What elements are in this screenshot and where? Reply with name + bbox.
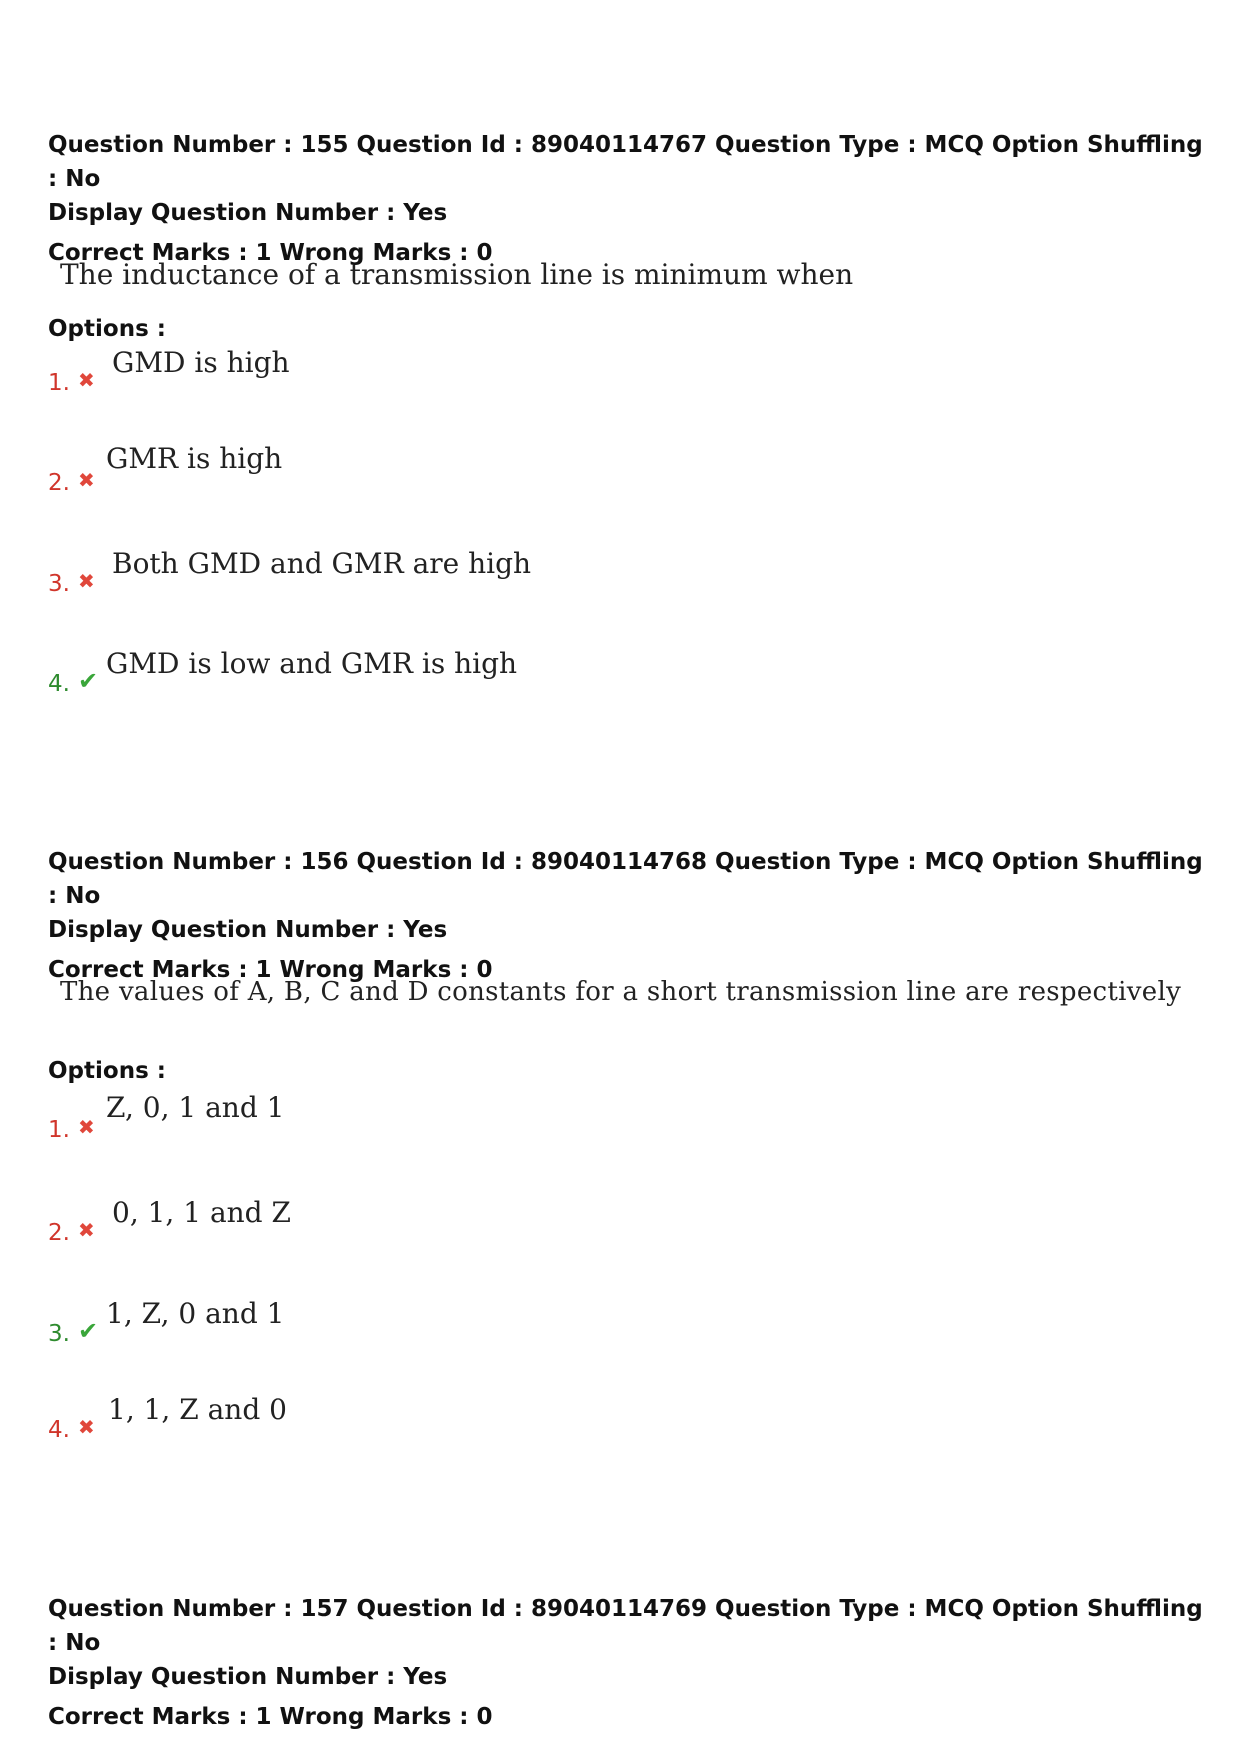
question-stem: The inductance of a transmission line is minimum when xyxy=(60,258,854,291)
option-text: Both GMD and GMR are high xyxy=(112,547,532,580)
option-text: 1, 1, Z and 0 xyxy=(108,1393,287,1426)
question-marks: Correct Marks : 1 Wrong Marks : 0 xyxy=(48,240,493,266)
option-text: 1, Z, 0 and 1 xyxy=(106,1297,285,1330)
question-block-155 xyxy=(48,128,1208,768)
cross-icon: ✖ xyxy=(78,569,95,593)
option-3 xyxy=(48,547,948,627)
option-number: 3. xyxy=(48,571,70,597)
question-meta-line1: Question Number : 155 Question Id : 89040114767 Question Type : MCQ Option Shuffling : No xyxy=(48,132,1203,192)
cross-icon: ✖ xyxy=(78,468,95,492)
option-4 xyxy=(48,1393,948,1473)
question-meta-line2: Display Question Number : Yes xyxy=(48,917,448,943)
cross-icon: ✖ xyxy=(78,1218,95,1242)
question-marks: Correct Marks : 1 Wrong Marks : 0 xyxy=(48,957,493,983)
option-text: GMD is low and GMR is high xyxy=(106,647,518,680)
option-2 xyxy=(48,442,948,526)
options-label: Options : xyxy=(48,316,166,342)
option-1 xyxy=(48,1091,948,1173)
option-text: 0, 1, 1 and Z xyxy=(112,1196,291,1229)
option-3 xyxy=(48,1297,948,1377)
option-number: 2. xyxy=(48,1220,70,1246)
cross-icon: ✖ xyxy=(78,1115,95,1139)
question-meta-line2: Display Question Number : Yes xyxy=(48,1664,448,1690)
option-number: 3. xyxy=(48,1321,70,1347)
question-meta xyxy=(48,845,1208,947)
cross-icon: ✖ xyxy=(78,1415,95,1439)
option-text: Z, 0, 1 and 1 xyxy=(106,1091,285,1124)
option-number: 4. xyxy=(48,1417,70,1443)
option-number: 1. xyxy=(48,1117,70,1143)
question-meta-line2: Display Question Number : Yes xyxy=(48,200,448,226)
question-meta-line1: Question Number : 156 Question Id : 89040114768 Question Type : MCQ Option Shuffling : No xyxy=(48,849,1203,909)
option-text: GMR is high xyxy=(106,442,283,475)
cross-icon: ✖ xyxy=(78,368,95,392)
option-1 xyxy=(48,346,948,426)
question-block-156 xyxy=(48,845,1208,1505)
check-icon: ✔ xyxy=(78,667,99,695)
question-meta-line1: Question Number : 157 Question Id : 89040114769 Question Type : MCQ Option Shuffling : No xyxy=(48,1596,1203,1656)
option-4 xyxy=(48,647,948,727)
option-number: 2. xyxy=(48,470,70,496)
question-meta xyxy=(48,1592,1208,1694)
question-block-157 xyxy=(48,1592,1208,1730)
option-2 xyxy=(48,1196,948,1276)
option-number: 1. xyxy=(48,370,70,396)
question-marks: Correct Marks : 1 Wrong Marks : 0 xyxy=(48,1704,493,1730)
question-meta xyxy=(48,128,1208,230)
question-stem: The values of A, B, C and D constants for a short transmission line are respectively xyxy=(60,977,1182,1007)
check-icon: ✔ xyxy=(78,1317,99,1345)
options-label: Options : xyxy=(48,1058,166,1084)
option-number: 4. xyxy=(48,671,70,697)
option-text: GMD is high xyxy=(112,346,290,379)
